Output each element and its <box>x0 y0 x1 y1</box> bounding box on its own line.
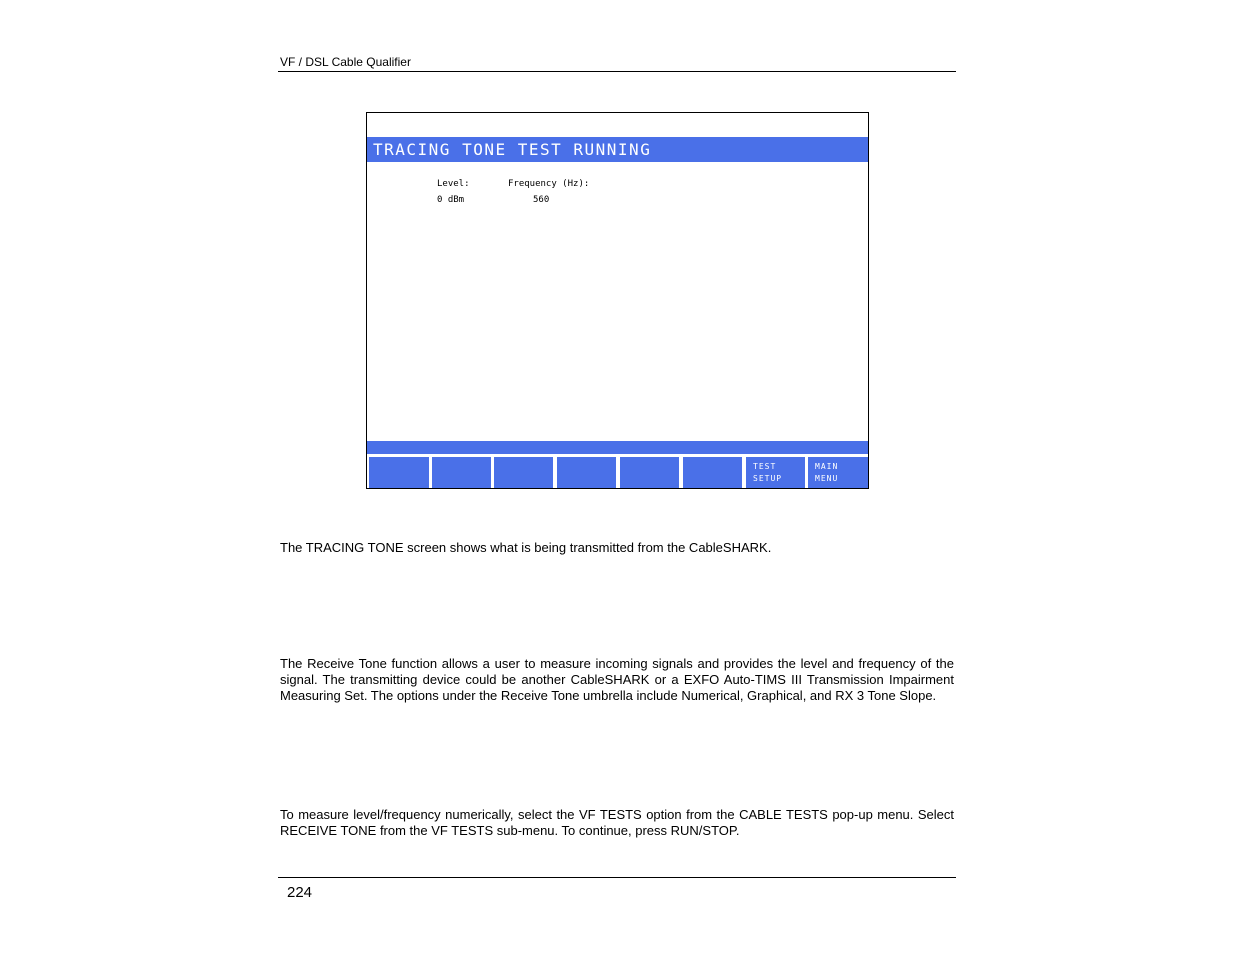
softkey-row <box>367 457 868 488</box>
level-label: Level: <box>437 179 470 189</box>
softkey-5[interactable] <box>620 457 679 488</box>
frequency-value: 560 <box>533 195 550 205</box>
level-value: 0 dBm <box>437 195 465 205</box>
paragraph-tracing-tone: The TRACING TONE screen shows what is being transmitted from the CableSHARK. <box>280 540 772 555</box>
screen-status-bar <box>367 441 868 454</box>
softkey-label: MAIN MENU <box>815 462 839 483</box>
paragraph-receive-tone: The Receive Tone function allows a user to measure incoming signals and provides the level and frequency of the signal. The transmitting device could be another CableSHARK or a EXFO Auto-TIMS III Transmission Impairment Measuring Set. The options under the Receive Tone umbrella include Numerical, Graphical, and RX 3 Tone Slope. <box>280 656 954 703</box>
softkey-1[interactable] <box>369 457 429 488</box>
page-number: 224 <box>287 884 313 901</box>
test-setup-softkey[interactable] <box>746 457 805 488</box>
main-menu-softkey[interactable] <box>808 457 868 488</box>
running-header: VF / DSL Cable Qualifier <box>280 55 411 69</box>
device-screen <box>366 112 869 489</box>
paragraph-measure-instructions: To measure level/frequency numerically, select the VF TESTS option from the CABLE TESTS pop-up menu. Select RECEIVE TONE from the VF TESTS sub-menu. To continue, press RUN/STOP. <box>280 807 954 838</box>
screen-title: TRACING TONE TEST RUNNING <box>373 140 652 159</box>
softkey-2[interactable] <box>432 457 491 488</box>
frequency-label: Frequency (Hz): <box>508 179 590 189</box>
footer-rule <box>278 877 956 878</box>
softkey-3[interactable] <box>494 457 553 488</box>
softkey-6[interactable] <box>683 457 742 488</box>
softkey-4[interactable] <box>557 457 616 488</box>
softkey-label: TEST SETUP <box>753 462 783 483</box>
header-rule <box>278 71 956 72</box>
screen-title-bar <box>367 137 868 162</box>
